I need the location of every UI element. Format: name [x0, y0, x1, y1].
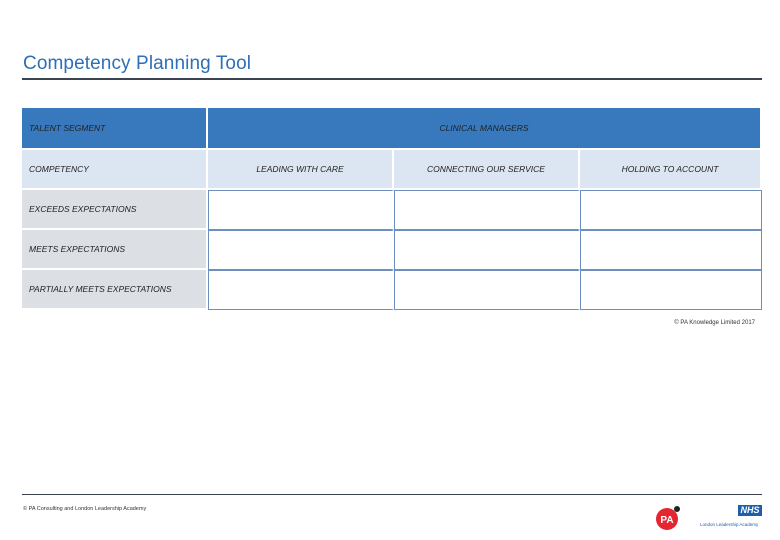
table-cell[interactable] — [208, 270, 394, 310]
competency-header-3: HOLDING TO ACCOUNT — [580, 150, 762, 190]
footer-copyright: © PA Consulting and London Leadership Academy — [23, 506, 147, 512]
table-row — [22, 270, 762, 310]
row-label-partially-meets: PARTIALLY MEETS EXPECTATIONS — [22, 270, 208, 310]
table-cell[interactable] — [580, 190, 762, 230]
table-cell[interactable] — [394, 270, 580, 310]
table-cell[interactable] — [580, 270, 762, 310]
competency-table — [22, 108, 762, 310]
row-label-meets: MEETS EXPECTATIONS — [22, 230, 208, 270]
table-row — [22, 230, 762, 270]
table-cell[interactable] — [394, 230, 580, 270]
nhs-academy-label: London Leadership Academy — [700, 522, 759, 527]
competency-header-2: CONNECTING OUR SERVICE — [394, 150, 580, 190]
table-cell[interactable] — [580, 230, 762, 270]
pa-logo-icon — [656, 505, 682, 531]
competency-header-1: LEADING WITH CARE — [208, 150, 394, 190]
table-cell[interactable] — [208, 230, 394, 270]
page-title: Competency Planning Tool — [23, 53, 252, 74]
talent-segment-label: TALENT SEGMENT — [22, 108, 208, 150]
footer-divider — [22, 494, 762, 495]
talent-segment-row — [22, 108, 762, 150]
table-row — [22, 190, 762, 230]
table-cell[interactable] — [208, 190, 394, 230]
talent-segment-value[interactable]: CLINICAL MANAGERS — [208, 108, 762, 150]
competency-label: COMPETENCY — [22, 150, 208, 190]
nhs-logo-icon: NHS — [738, 505, 762, 516]
competency-row — [22, 150, 762, 190]
copyright-notice: © PA Knowledge Limited 2017 — [674, 320, 755, 326]
row-label-exceeds: EXCEEDS EXPECTATIONS — [22, 190, 208, 230]
pa-logo-text: PA — [660, 515, 674, 526]
title-divider — [22, 78, 762, 80]
table-cell[interactable] — [394, 190, 580, 230]
